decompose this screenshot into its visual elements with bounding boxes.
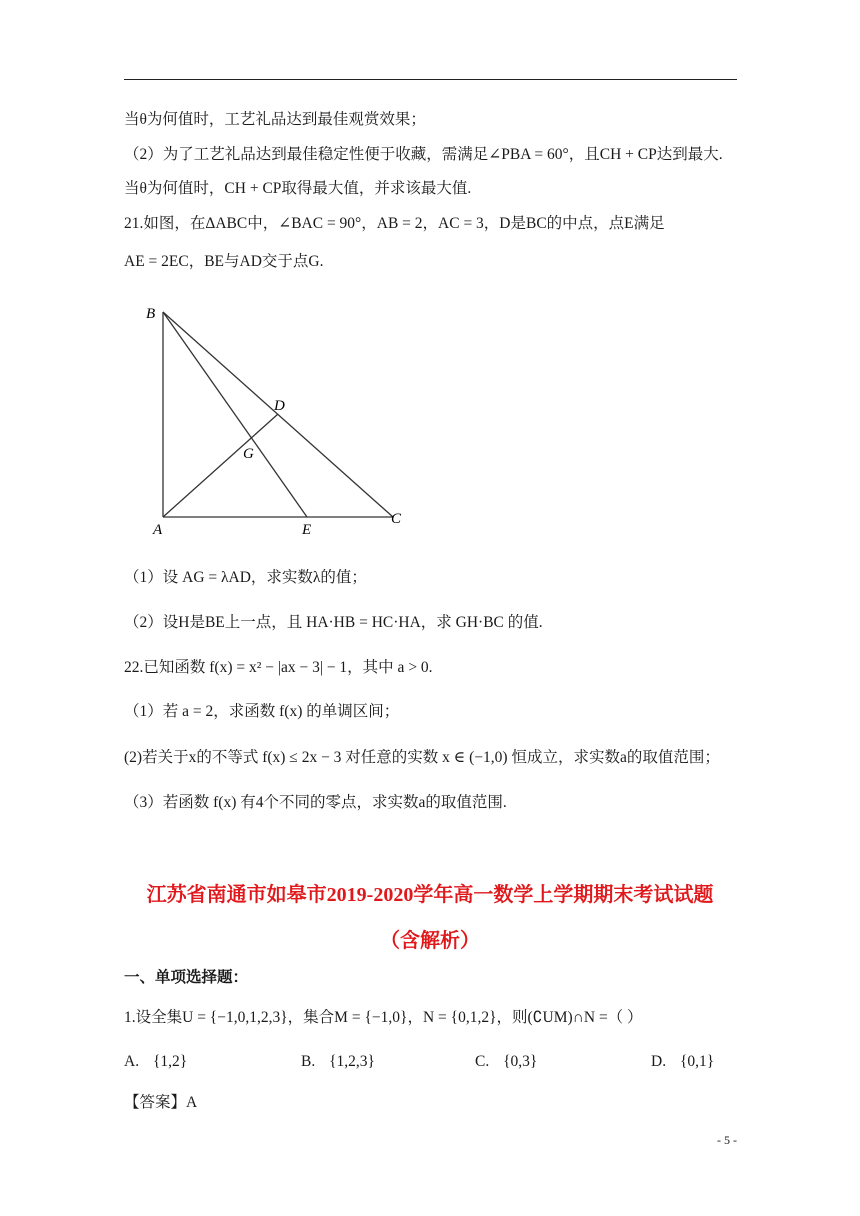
question-21-stem-cont: AE = 2EC，BE与AD交于点G. [124, 253, 324, 270]
label-c: C [391, 511, 402, 527]
question-1-stem: 1.设全集U = {−1,0,1,2,3}，集合M = {−1,0}，N = {0,1,2}，则(∁UM)∩N =（ ） [124, 1009, 643, 1026]
label-b: B [146, 306, 156, 322]
option-d-value: {0,1} [679, 1053, 715, 1070]
option-a-value: {1,2} [152, 1053, 188, 1070]
text-line-theta-viewing: 当θ为何值时，工艺礼品达到最佳观赏效果； [124, 111, 426, 128]
document-title: 江苏省南通市如皋市2019-2020学年高一数学上学期期末考试试题 [146, 884, 714, 906]
label-d: D [274, 398, 285, 414]
text-line-part2-question: 当θ为何值时，CH + CP取得最大值，并求该最大值. [124, 180, 472, 197]
option-d [651, 1051, 714, 1073]
section-heading: 一、单项选择题： [124, 969, 249, 986]
segment-be [163, 312, 307, 517]
option-a [124, 1051, 187, 1073]
question-22-part2: (2)若关于x的不等式 f(x) ≤ 2x − 3 对任意的实数 x ∈ (−1,0) 恒成立，求实数a的取值范围； [124, 749, 720, 766]
label-a: A [153, 522, 163, 538]
option-b [301, 1051, 375, 1073]
segment-ad [163, 414, 278, 517]
option-c-letter: C. [475, 1053, 490, 1070]
option-a-letter: A. [124, 1053, 140, 1070]
header-rule [124, 79, 737, 80]
question-21-part1: （1）设 AG = λAD，求实数λ的值； [124, 569, 367, 586]
question-21-part2: （2）设H是BE上一点，且 HA·HB = HC·HA，求 GH·BC 的值. [124, 614, 543, 631]
label-e: E [302, 522, 312, 538]
triangle-figure [140, 298, 420, 543]
text-line-part2-condition: （2）为了工艺礼品达到最佳稳定性便于收藏，需满足∠PBA = 60°，且CH + CP达到最大. [124, 146, 723, 163]
option-b-value: {1,2,3} [329, 1053, 375, 1070]
label-g: G [243, 446, 254, 462]
page-number: - 5 - [717, 1133, 737, 1147]
option-d-letter: D. [651, 1053, 667, 1070]
option-c [475, 1051, 537, 1073]
question-21-stem: 21.如图，在ΔABC中，∠BAC = 90°，AB = 2，AC = 3，D是BC的中点，点E满足 [124, 215, 665, 232]
option-b-letter: B. [301, 1053, 316, 1070]
answer-line: 【答案】A [124, 1094, 198, 1111]
question-22-part1: （1）若 a = 2，求函数 f(x) 的单调区间； [124, 703, 400, 720]
document-title-suffix: （含解析） [380, 930, 480, 952]
option-c-value: {0,3} [503, 1053, 538, 1070]
question-22-part3: （3）若函数 f(x) 有4个不同的零点，求实数a的取值范围. [124, 794, 507, 811]
question-22-stem: 22.已知函数 f(x) = x² − |ax − 3| − 1，其中 a > 0. [124, 659, 433, 676]
